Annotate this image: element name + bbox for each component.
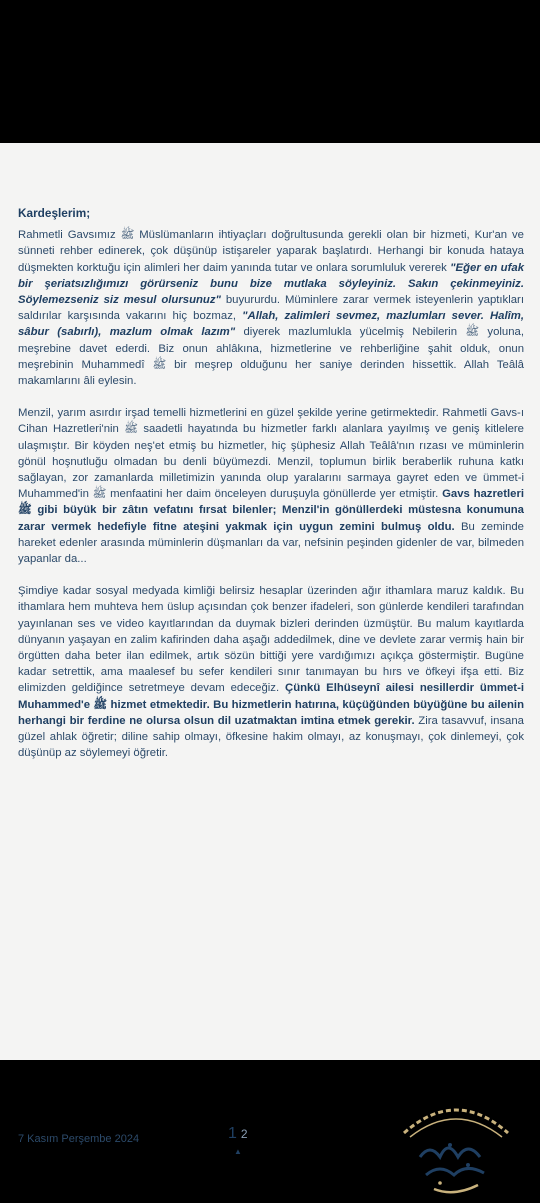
- p1-quote-2: "Allah, zalimleri sevmez, mazlumları sever. Halîm, sâbur (sabırlı), mazlum olmak lazım": [18, 310, 525, 339]
- document-body: [18, 205, 524, 778]
- page-next[interactable]: 2: [240, 1127, 248, 1141]
- paragraph-2: [18, 405, 524, 567]
- page-current: 1: [228, 1125, 237, 1142]
- p3-text-2: Zira tasavvuf, insana güzel ahlak öğretir; diline sahip olmayı, öfkesine hakim olmayı, az konuşmayı, çok dinlemeyi, çok düşünüp az söylemeyi öğretir.: [18, 714, 524, 760]
- p2-text-1: Menzil, yarım asırdır irşad temelli hizmetlerini en güzel şekilde yerine getirmektedir. Rahmetli Gavs-ı Cihan Hazretleri'nin ﷺ saadetli hayatında bu hizmetler farklı alanlara yayılmış ve geniş kitlelere ulaşmıştır. Bir köyden neş'et etmiş bu hizmetler, hiç şüphesiz Allah Teâlâ'nın rızası ve müminlerin gönül hoşnutluğu olmadan bu denli büyümezdi. Menzil, toplumun birlik beraberlik ruhuna katkı sağlayan, zor zamanlarda milletimizin yanında olup yaralarını sarmaya gayret eden ve ümmet-i Muhammed'in ﷺ menfaatini her daim önceleyen duruşuyla gönüllerde yer etmiştir.: [18, 407, 524, 501]
- p1-text-3: diyerek mazlumlukla yücelmiş Nebilerin ﷺ yoluna, meşrebine davet ederdi. Biz onun ahlâkına, hizmetlerine ve rehberliğine şahit olduk, onun meşrebinin Muhammedî ﷺ bir meşrep olduğunu her saniye derinden hissettik. Allah Teâlâ makamlarını âli eylesin.: [18, 326, 524, 388]
- paragraph-1: [18, 227, 524, 389]
- calligraphy-seal-logo: [390, 1093, 522, 1203]
- p3-text-1: Şimdiye kadar sosyal medyada kimliği belirsiz hesaplar üzerinden ağır ithamlara maruz kaldık. Bu ithamlara hem muhteva hem üslup açısından çok benzer ifadeleri, son günlerde kendileri tarafından yayınlanan ses ve video kayıtlarından da duymak bizleri derinden üzmüştür. Bu malum kayıtlarda dünyanın yaşayan en zalim kafirinden daha aşağı addedilmek, dine ve devlete zarar vermiş hain bir örgütten daha beter ilan edilmek, artık sözün bittiği yere vardığımızı açıkça göstermiştir. Bugüne kadar setrettik, ama maalesef bu sefer kendileri sınır tanımayan bu hırs ve öfkeyi ifşa etti. Biz elimizden geldiğince setretmeye devam edeceğiz.: [18, 585, 524, 695]
- page-arrow-icon: ▲: [234, 1147, 242, 1156]
- p1-quote-1: "Eğer en ufak bir şeriatsızlığımızı görürseniz bunu bize mutlaka söyleyiniz. Sakın çekinmeyiniz. Söylemezseniz siz mesul olursunuz": [18, 261, 524, 307]
- p2-text-2: Bu zeminde hareket edenler arasında müminlerin düşmanları da var, nefsinin peşinden gidenler de var, bilmeden yapanlar da...: [18, 520, 524, 566]
- document-date: 7 Kasım Perşembe 2024: [18, 1133, 140, 1145]
- p2-bold-1: Gavs hazretleri ﷺ gibi büyük bir zâtın vefatını fırsat bilenler; Menzil'in gönüllerdeki müstesna konumuna zarar vermek hedefiyle fitne ateşini yakmak için uygun zemini bulmuş oldu.: [18, 488, 525, 533]
- page-indicator[interactable]: [228, 1125, 248, 1156]
- document-page: [0, 143, 540, 1156]
- p1-text-1: Rahmetli Gavsımız ﷺ Müslümanların ihtiyaçları doğrultusunda gerekli olan bir hizmeti, Kur'an ve sünneti rehber edinerek, çok düşünüp istişareler yaparak başlatırdı. Herhangi bir konuda hataya düşmekten korktuğu için alimleri her daim yanında tutar ve onlara sorumluluk vererek: [18, 229, 524, 274]
- paragraph-3: [18, 583, 524, 761]
- greeting-heading: Kardeşlerim;: [18, 206, 91, 220]
- p1-text-2: buyururdu. Müminlere zarar vermek isteyenlerin yaptıkları saldırılar karşısında vakarını hiç bozmaz,: [18, 294, 524, 323]
- p3-bold-1: Çünkü Elhüseynî ailesi nesillerdir ümmet-i Muhammed'e ﷺ hizmet etmektedir. Bu hizmetlerin hatırına, küçüğünden büyüğüne bu ailenin herhangi bir ferdine ne olursa olsun dil uzatmaktan imtina etmek gerekir.: [18, 682, 525, 727]
